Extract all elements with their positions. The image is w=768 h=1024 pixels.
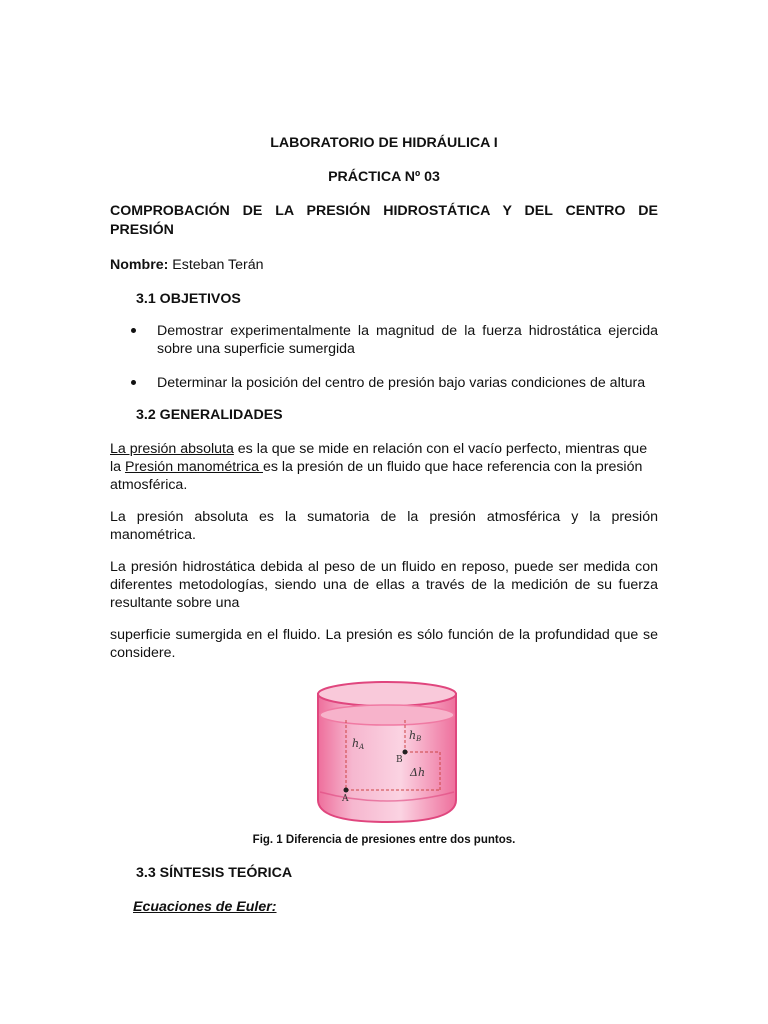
- label-delta-h: Δh: [410, 766, 426, 779]
- label-a: A: [342, 794, 349, 804]
- paragraph-4-line2: considere.: [110, 645, 176, 661]
- cylinder-rim: [318, 682, 456, 706]
- document-title-line1: COMPROBACIÓN DE LA PRESIÓN HIDROSTÁTICA Y DEL CENTRO DE: [110, 203, 658, 219]
- section-heading-objectives: 3.1 OBJETIVOS: [136, 291, 241, 307]
- bullet-marker: [131, 328, 136, 333]
- pressure-figure: [300, 672, 475, 830]
- objective-1-line1: Demostrar experimentalmente la magnitud de la fuerza hidrostática ejercida: [157, 323, 658, 339]
- paragraph-1-text2: es la presión de un fluido que hace referencia con la presión: [262, 459, 643, 475]
- paragraph-1-text: es la que se mide en relación con el vacío perfecto, mientras que: [233, 441, 648, 457]
- author-line: [110, 256, 264, 274]
- point-a-marker: [344, 788, 349, 793]
- document-title-line2: PRESIÓN: [110, 222, 174, 238]
- objective-2-line1: Determinar la posición del centro de presión bajo varias condiciones de altura: [157, 375, 646, 391]
- paragraph-2-line2: manométrica.: [110, 527, 196, 543]
- author-label: Nombre:: [110, 257, 169, 273]
- objective-1-line2: sobre una superficie sumergida: [157, 341, 355, 357]
- figure-caption: Fig. 1 Diferencia de presiones entre dos puntos.: [252, 834, 516, 846]
- paragraph-1-line1: [110, 440, 658, 458]
- paragraph-4-line1: superficie sumergida en el fluido. La presión es sólo función de la profundidad que se: [110, 627, 658, 643]
- paragraph-1-line2: [110, 458, 658, 476]
- subheading-euler: Ecuaciones de Euler:: [133, 899, 277, 915]
- paragraph-3-line2: diferentes metodologías, siendo una de ellas a través de la medición de su fuerza: [110, 577, 658, 593]
- label-ha: hA: [352, 737, 365, 751]
- paragraph-1-lead: la: [110, 459, 125, 475]
- practice-title: PRÁCTICA Nº 03: [328, 169, 440, 185]
- point-b-marker: [403, 750, 408, 755]
- lab-title: LABORATORIO DE HIDRÁULICA I: [270, 135, 498, 151]
- term-absolute-pressure: La presión absoluta: [110, 441, 234, 457]
- label-hb: hB: [409, 729, 422, 743]
- term-gauge-pressure: Presión manométrica: [124, 459, 263, 475]
- section-heading-theory: 3.3 SÍNTESIS TEÓRICA: [136, 865, 293, 881]
- paragraph-1-line3: atmosférica.: [110, 477, 188, 493]
- section-heading-generalities: 3.2 GENERALIDADES: [136, 407, 283, 423]
- label-b: B: [396, 755, 403, 765]
- paragraph-3-line3: resultante sobre una: [110, 595, 240, 611]
- water-surface: [320, 705, 454, 725]
- author-name: Esteban Terán: [172, 257, 264, 273]
- bullet-marker: [131, 380, 136, 385]
- paragraph-3-line1: La presión hidrostática debida al peso de un fluido en reposo, puede ser medida con: [110, 559, 658, 575]
- paragraph-2-line1: La presión absoluta es la sumatoria de la presión atmosférica y la presión: [110, 509, 658, 525]
